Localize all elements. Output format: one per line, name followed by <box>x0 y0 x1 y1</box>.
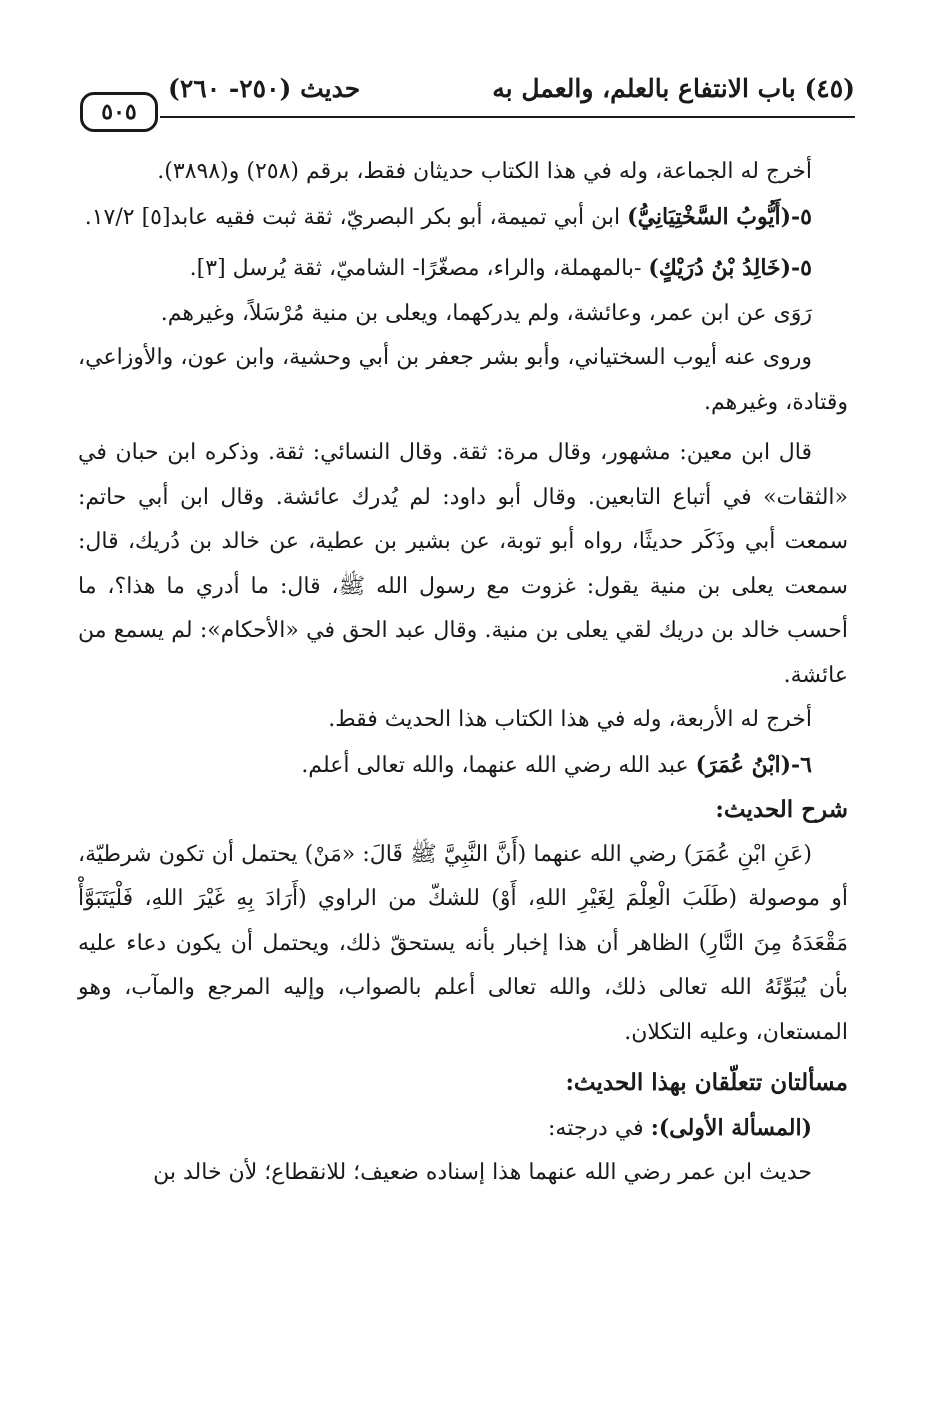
paragraph-text: أخرج له الجماعة، وله في هذا الكتاب حديثان فقط، برقم (٢٥٨) و(٣٨٩٨). <box>157 159 812 184</box>
paragraph <box>78 833 848 1056</box>
hadith-range: حديث (٢٥٠- ٢٦٠) <box>168 74 361 103</box>
page-body <box>78 150 848 1196</box>
narrator-text: ابن أبي تميمة، أبو بكر البصريّ، ثقة ثبت فقيه عابد[٥] ١٧/٢. <box>84 204 628 230</box>
paragraph-text: حديث ابن عمر رضي الله عنهما هذا إسناده ضعيف؛ للانقطاع؛ لأن خالد بن <box>153 1160 812 1185</box>
running-header <box>80 72 855 128</box>
paragraph-text: أخرج له الأربعة، وله في هذا الكتاب هذا الحديث فقط. <box>328 707 812 732</box>
issue-heading <box>78 1106 848 1152</box>
narrator-name: ٥-(خَالِدُ بْنُ دُرَيْكٍ) <box>648 255 812 281</box>
narrator-name: ٥-(أَيُّوبُ السَّخْتِيَانِيُّ) <box>627 203 812 230</box>
paragraph <box>78 292 848 337</box>
narrator-name: ٦-(ابْنُ عُمَرَ) <box>695 751 812 778</box>
section-heading: مسألتان تتعلّقان بهذا الحديث: <box>565 1069 848 1096</box>
narrator-text: عبد الله رضي الله عنهما، والله تعالى أعلم. <box>301 752 696 778</box>
paragraph <box>78 431 848 698</box>
chapter-title: (٤٥) باب الانتفاع بالعلم، والعمل به <box>492 74 855 103</box>
narrator-entry <box>78 246 848 292</box>
section-heading: شرح الحديث: <box>715 796 848 823</box>
narrator-entry <box>78 743 848 789</box>
paragraph <box>78 150 848 195</box>
narrator-text: -بالمهملة، والراء، مصغّرًا- الشاميّ، ثقة يُرسل [٣]. <box>189 256 649 281</box>
page-number: ٥٠٥ <box>80 92 158 132</box>
issue-text: في درجته: <box>547 1115 651 1141</box>
paragraph <box>78 698 848 743</box>
paragraph-text: رَوَى عن ابن عمر، وعائشة، ولم يدركهما، ويعلى بن منية مُرْسَلاً، وغيرهم. <box>160 300 812 326</box>
paragraph-text: (عَنِ ابْنِ عُمَرَ) رضي الله عنهما (أَنَّ النَّبِيَّ ﷺ قَالَ: «مَنْ) يحتمل أن تكون شرطيّة، أو موصولة (طَلَبَ الْعِلْمَ لِغَيْرِ اللهِ، أَوْ) للشكّ من الراوي (أَرَادَ بِهِ غَيْرَ اللهِ، فَلْيَتَبَوَّأْ مَقْعَدَهُ مِنَ النَّارِ) الظاهر أن هذا إخبار بأنه يستحقّ ذلك، ويحتمل أن يكون دعاء عليه بأن يُبَوِّئَهُ الله تعالى ذلك، والله تعالى أعلم بالصواب، وإليه المرجع والمآب، وهو المستعان، وعليه التكلان. <box>78 841 848 1045</box>
paragraph-text: قال ابن معين: مشهور، وقال مرة: ثقة. وقال النسائي: ثقة. وذكره ابن حبان في «الثقات» في أتباع التابعين. وقال أبو داود: لم يُدرك عائشة. وقال ابن أبي حاتم: سمعت أبي وذَكَر حديثًا، رواه أبو توبة، عن بشير بن عطية، عن خالد بن دُريك، قال: سمعت يعلى بن منية يقول: غزوت مع رسول الله ﷺ، قال: ما أدري ما هذا؟، ما أحسب خالد بن دريك لقي يعلى بن منية. وقال عبد الحق في «الأحكام»: لم يسمع من عائشة. <box>78 440 848 688</box>
header-rule <box>160 116 855 118</box>
paragraph <box>78 1151 848 1196</box>
issue-label: (المسألة الأولى): <box>650 1114 812 1141</box>
paragraph <box>78 336 848 425</box>
narrator-entry <box>78 195 848 241</box>
paragraph-text: وروى عنه أيوب السختياني، وأبو بشر جعفر بن أبي وحشية، وابن عون، والأوزاعي، وقتادة، وغيرهم. <box>78 345 848 415</box>
